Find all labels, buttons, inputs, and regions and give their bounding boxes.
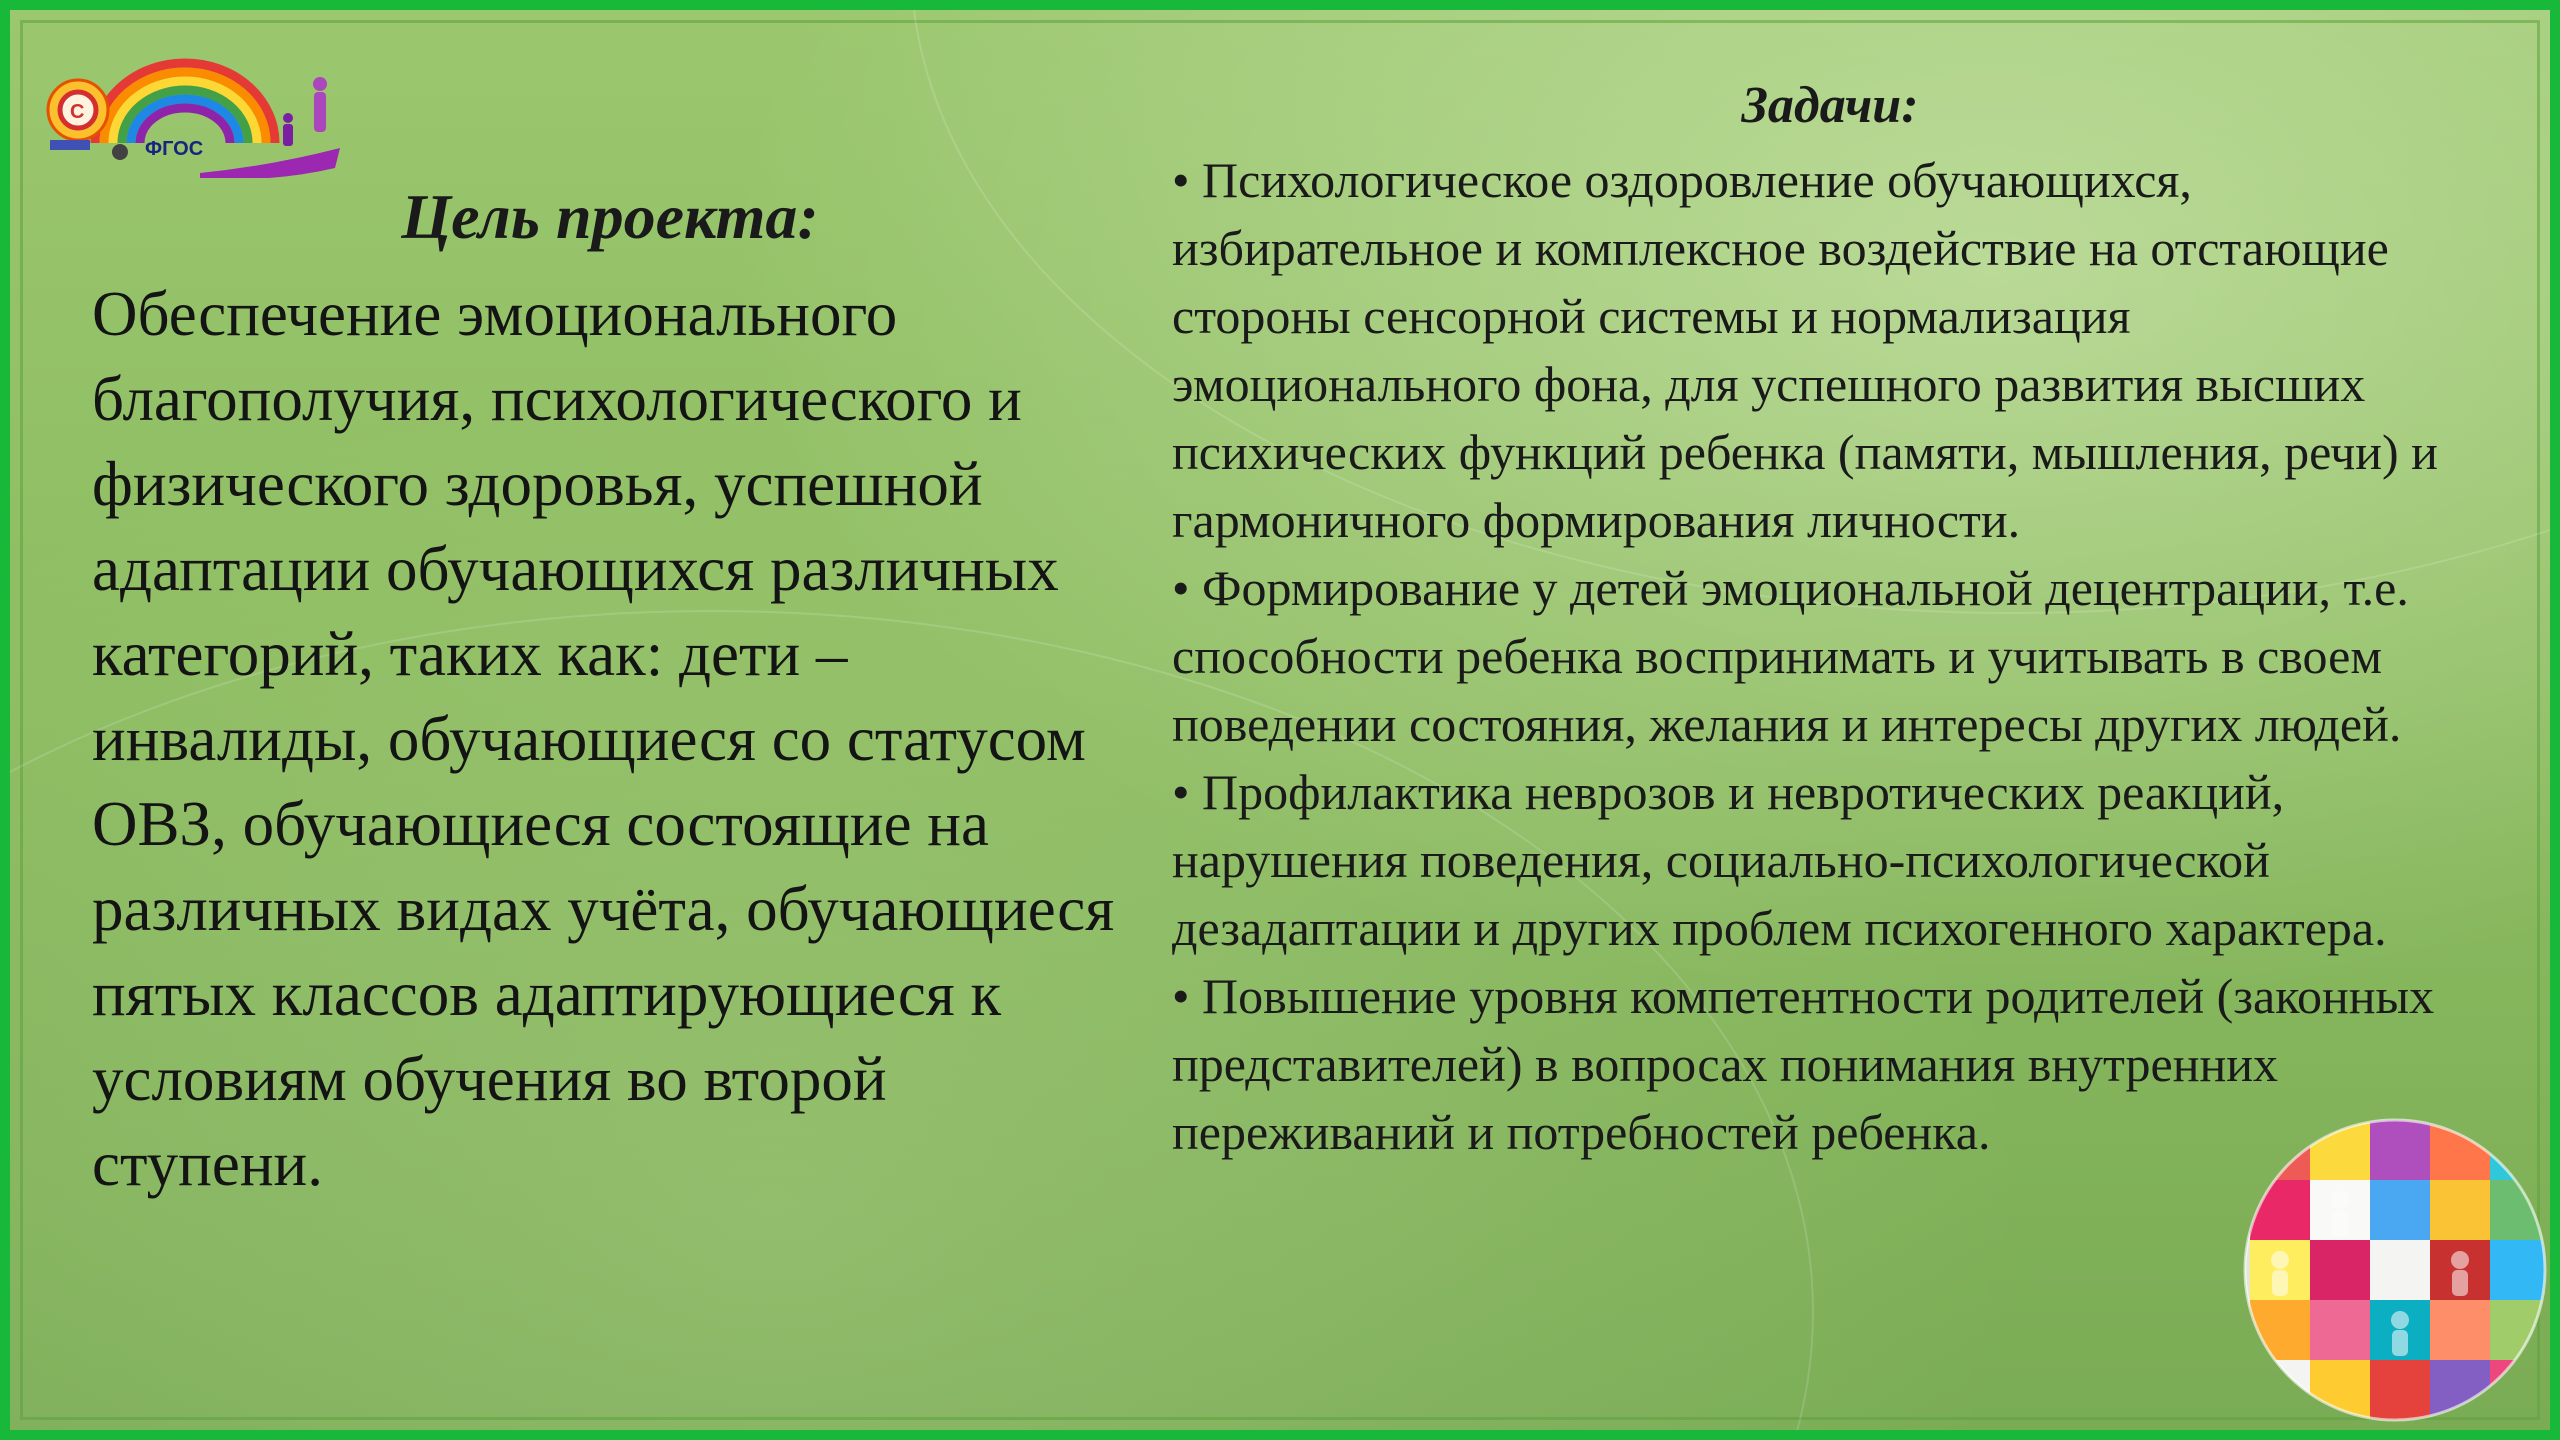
- puzzle-people-globe-icon: [2230, 1100, 2550, 1430]
- task-text: Формирование у детей эмоциональной децентрации, т.е. способности ребенка воспринимать и учитывать в своем поведении состояния, желания и интересы других людей.: [1172, 560, 2409, 752]
- task-item: [1172, 758, 2472, 962]
- task-item: [1172, 554, 2472, 758]
- logo-text: ФГОС: [145, 138, 204, 160]
- task-text: Повышение уровня компетентности родителей (законных представителей) в вопросах понимания внутренних переживаний и потребностей ребенка.: [1172, 968, 2435, 1160]
- bullet: •: [1172, 152, 1190, 208]
- svg-text:С: С: [70, 101, 85, 123]
- goal-title: Цель проекта:: [401, 181, 819, 252]
- task-text: Психологическое оздоровление обучающихся, избирательное и комплексное воздействие на отстающие стороны сенсорной системы и нормализация эмоционального фона, для успешного развития высших психических функций ребенка (памяти, мышления, речи) и гармоничного формирования личности.: [1172, 152, 2438, 548]
- bullet: •: [1172, 764, 1190, 820]
- task-item: [1172, 146, 2472, 554]
- bullet: •: [1172, 560, 1190, 616]
- tasks-list: [1172, 146, 2472, 1166]
- task-text: Профилактика неврозов и невротических реакций, нарушения поведения, социально-психологической дезадаптации и других проблем психогенного характера.: [1172, 764, 2387, 956]
- puzzle-people-globe: [2230, 1100, 2550, 1430]
- tasks-title: Задачи:: [1741, 77, 1919, 134]
- goal-text: Обеспечение эмоционального благополучия, психологического и физического здоровья, успешной адаптации обучающихся различных категорий, таких как: дети – инвалиды, обучающиеся со статусом ОВЗ, обучающиеся состоящие на различных видах учёта, обучающиеся пятых классов адаптирующиеся к условиям обучения во второй ступени.: [92, 279, 1115, 1199]
- bullet: •: [1172, 968, 1190, 1024]
- logo: [20, 48, 340, 178]
